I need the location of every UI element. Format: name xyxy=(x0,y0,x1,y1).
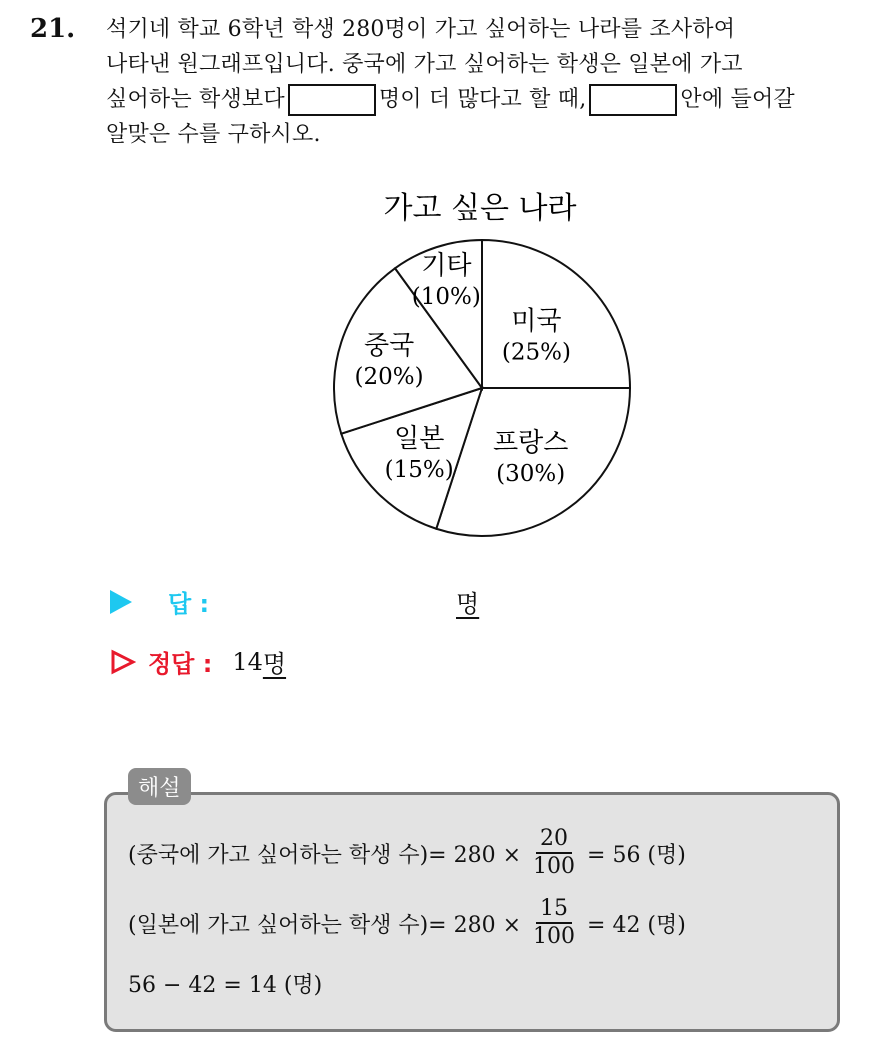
fraction-numerator: 15 xyxy=(536,896,572,924)
slice-label-percent: (25%) xyxy=(501,339,571,366)
slice-label-name: 일본 xyxy=(394,423,445,454)
slice-label-percent: (30%) xyxy=(496,461,566,488)
answer-blank-2[interactable] xyxy=(589,84,677,116)
question-line-1: 석기네 학교 6학년 학생 280명이 가고 싶어하는 나라를 조사하여 xyxy=(106,17,736,42)
pie-chart xyxy=(300,182,660,542)
slice-label-name: 미국 xyxy=(511,306,562,337)
explanation-line-2 xyxy=(128,896,686,950)
fraction-20-100 xyxy=(529,826,579,880)
question-line-4: 알맞은 수를 구하시오. xyxy=(106,122,321,147)
explanation-line-1 xyxy=(128,826,686,880)
explanation-line-1-suffix: = 56 (명) xyxy=(587,842,686,868)
question-line-3-part-b: 명이 더 많다고 할 때, xyxy=(378,87,587,112)
slice-label-name: 중국 xyxy=(363,330,415,361)
slice-label-percent: (20%) xyxy=(354,363,424,390)
outline-triangle-icon xyxy=(110,649,136,675)
answer-label: 답 : xyxy=(168,590,210,618)
explanation-line-1-prefix: (중국에 가고 싶어하는 학생 수)= 280 × xyxy=(128,842,522,868)
answer-row xyxy=(110,584,480,619)
correct-label: 정답 : xyxy=(148,650,213,678)
answer-unit[interactable]: 명 xyxy=(456,590,480,618)
answer-blank-1[interactable] xyxy=(288,84,376,116)
correct-answer-row xyxy=(110,644,286,679)
chart-title: 가고 싶은 나라 xyxy=(383,191,577,226)
question-line-3 xyxy=(106,82,866,117)
slice-label-percent: (10%) xyxy=(411,284,481,311)
question-line-3-part-c: 안에 들어갈 xyxy=(680,87,795,112)
play-triangle-icon xyxy=(110,590,132,614)
question-line-3-part-a: 싶어하는 학생보다 xyxy=(106,87,285,112)
correct-value: 14 xyxy=(232,647,263,676)
fraction-numerator: 20 xyxy=(536,826,572,854)
slice-label-name: 기타 xyxy=(421,251,472,282)
slice-label-name: 프랑스 xyxy=(493,428,569,459)
fraction-denominator: 100 xyxy=(533,854,576,879)
slice-label-percent: (15%) xyxy=(384,456,454,483)
question-text xyxy=(106,12,866,152)
explanation-line-3: 56 − 42 = 14 (명) xyxy=(128,973,323,998)
explanation-tab: 해설 xyxy=(128,768,191,805)
question-line-2: 나타낸 원그래프입니다. 중국에 가고 싶어하는 학생은 일본에 가고 xyxy=(106,52,743,77)
fraction-15-100 xyxy=(529,896,579,950)
explanation-line-2-prefix: (일본에 가고 싶어하는 학생 수)= 280 × xyxy=(128,912,522,938)
correct-unit: 명 xyxy=(262,650,287,678)
fraction-denominator: 100 xyxy=(533,924,576,949)
question-number: 21. xyxy=(30,14,76,44)
explanation-line-2-suffix: = 42 (명) xyxy=(587,912,686,938)
